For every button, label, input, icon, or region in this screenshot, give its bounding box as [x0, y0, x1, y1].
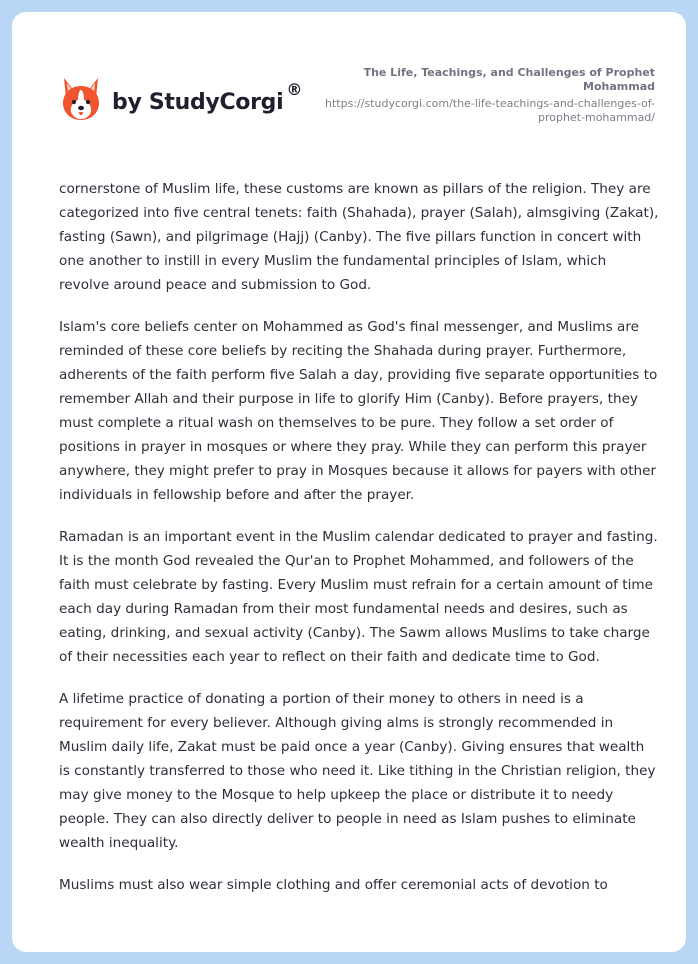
- studycorgi-logo[interactable]: [60, 76, 302, 122]
- document-title: The Life, Teachings, and Challenges of Prophet Mohammad: [363, 66, 655, 93]
- document-header: [295, 66, 655, 125]
- document-body: [59, 177, 659, 915]
- paragraph: Muslims must also wear simple clothing and offer ceremonial acts of devotion to: [59, 877, 608, 893]
- paragraph: A lifetime practice of donating a portion of their money to others in need is a requirement for every believer. Although giving alms is strongly recommended in Muslim daily life, Zakat must be paid once a year (Canby). Giving ensures that wealth is constantly transferred to those who need it. Like tithing in the Christian religion, they may give money to the Mosque to help upkeep the place or distribute it to needy people. They can also directly deliver to people in need as Islam pushes to eliminate wealth inequality.: [59, 691, 656, 851]
- paragraph: Ramadan is an important event in the Muslim calendar dedicated to prayer and fasting. It is the month God revealed the Qur'an to Prophet Mohammed, and followers of the faith must celebrate by fasting. Every Muslim must refrain for a certain amount of time each day during Ramadan from their most fundamental needs and desires, such as eating, drinking, and sexual activity (Canby). The Sawm allows Muslims to take charge of their necessities each year to reflect on their faith and dedicate time to God.: [59, 529, 658, 665]
- brand-name: by StudyCorgi: [112, 89, 284, 115]
- document-url[interactable]: https://studycorgi.com/the-life-teachings-and-challenges-of-prophet-mohammad/: [325, 97, 655, 124]
- paragraph: Islam's core beliefs center on Mohammed as God's final messenger, and Muslims are reminded of these core beliefs by reciting the Shahada during prayer. Furthermore, adherents of the faith perform five Salah a day, providing five separate opportunities to remember Allah and their purpose in life to glorify Him (Canby). Before prayers, they must complete a ritual wash on themselves to be pure. They follow a set order of positions in prayer in mosques or where they pray. While they can perform this prayer anywhere, they might prefer to pray in Mosques because it allows for payers with other individuals in fellowship before and after the prayer.: [59, 319, 658, 503]
- document-page: [12, 12, 686, 952]
- corgi-icon: [60, 76, 102, 122]
- registered-mark: ®: [286, 79, 303, 99]
- paragraph: cornerstone of Muslim life, these customs are known as pillars of the religion. They are categorized into five central tenets: faith (Shahada), prayer (Salah), almsgiving (Zakat), fasting (Sawn), and pilgrimage (Hajj) (Canby). The five pillars function in concert with one another to instill in every Muslim the fundamental principles of Islam, which revolve around peace and submission to God.: [59, 181, 659, 293]
